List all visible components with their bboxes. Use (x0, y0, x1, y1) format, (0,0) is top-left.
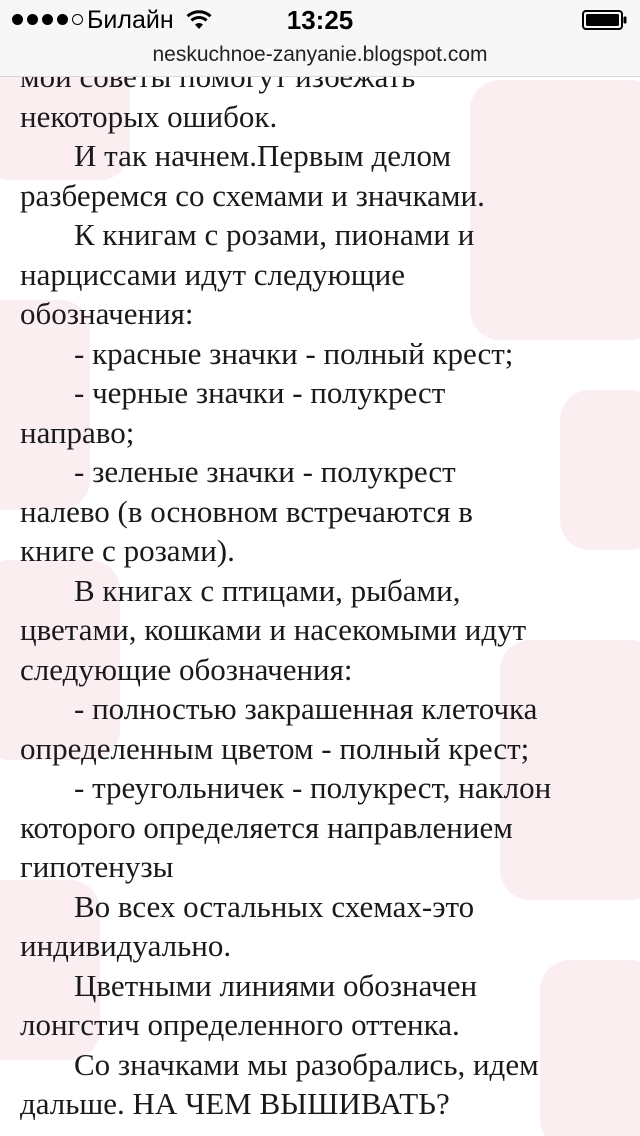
text-line: индивидуально. (20, 928, 232, 963)
text-line: цветами, кошками и насекомыми идут (20, 612, 527, 647)
text-line: - черные значки - полукрест (74, 375, 446, 410)
text-line: К книгам с розами, пионами и (74, 217, 475, 252)
text-line: гипотенузы (20, 849, 174, 884)
text-line: Со значками мы разобрались, идем (74, 1046, 539, 1082)
battery-icon (582, 10, 628, 30)
address-bar[interactable] (0, 40, 640, 77)
status-bar (0, 0, 640, 40)
text-line: направо; (20, 414, 135, 450)
text-line: - треугольничек - полукрест, наклон (74, 770, 552, 805)
text-line: лонгстич определенного оттенка. (20, 1007, 460, 1042)
text-line: Во всех остальных схемах-это (74, 888, 475, 924)
clock: 13:25 (286, 5, 354, 35)
url-text: neskuchnoe-zanyanie.blogspot.com (152, 43, 488, 66)
text-line: В книгах с птицами, рыбами, (74, 572, 461, 608)
article-body (20, 57, 620, 1124)
text-line: которого определяется направлением (20, 809, 513, 845)
text-line: - красные значки - полный крест; (74, 335, 514, 371)
text-line: И так начнем.Первым делом (74, 138, 452, 173)
text-line: нарциссами идут следующие (20, 256, 406, 292)
text-line: книге с розами). (20, 533, 235, 568)
text-line: Цветными линиями обозначен (74, 967, 478, 1003)
text-line: налево (в основном встречаются в (20, 493, 473, 529)
text-line: - зеленые значки - полукрест (74, 454, 456, 489)
text-line: определенным цветом - полный крест; (20, 730, 530, 766)
text-line: некоторых ошибок. (20, 98, 278, 134)
text-line: следующие обозначения: (20, 651, 353, 687)
text-line: дальше. НА ЧЕМ ВЫШИВАТЬ? (20, 1086, 450, 1121)
text-line: разберемся со схемами и значками. (20, 177, 485, 213)
text-line: - полностью закрашенная клеточка (74, 691, 538, 726)
carrier-name: Билайн (87, 6, 174, 34)
text-line: обозначения: (20, 296, 194, 331)
